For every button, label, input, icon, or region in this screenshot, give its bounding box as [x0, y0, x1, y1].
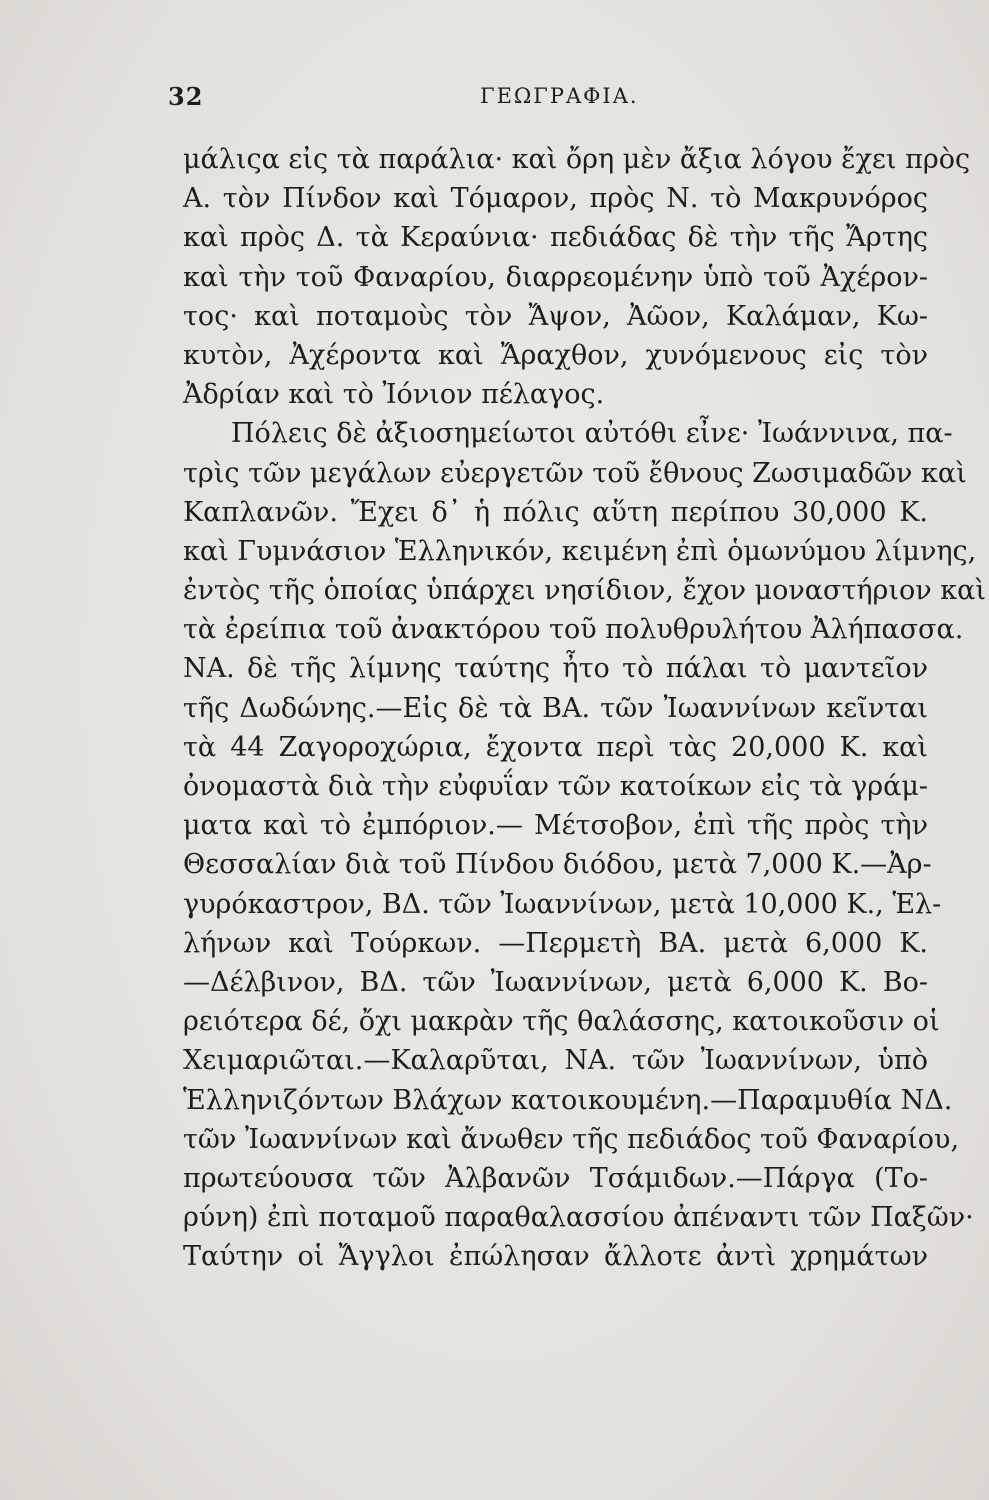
text-line: τος· καὶ ποταμοὺς τὸν Ἄψον, Ἀῶον, Καλάμαν, Κω- — [183, 300, 928, 332]
text-line: λήνων καὶ Τούρκων. —Περμετὴ ΒΑ. μετὰ 6,000 Κ. — [183, 927, 928, 959]
text-line: Καπλανῶν. Ἔχει δ᾽ ἡ πόλις αὕτη περίπου 30,000 Κ. — [183, 496, 928, 528]
page-header — [168, 82, 928, 118]
text-line: —Δέλβινον, ΒΔ. τῶν Ἰωαννίνων, μετὰ 6,000 Κ. Βο- — [183, 966, 928, 998]
text-line: ΝΑ. δὲ τῆς λίμνης ταύτης ἦτο τὸ πάλαι τὸ μαντεῖον — [183, 653, 928, 685]
text-line: τῆς Δωδώνης.—Εἰς δὲ τὰ ΒΑ. τῶν Ἰωαννίνων κεῖνται — [183, 692, 928, 724]
text-line: γυρόκαστρον, ΒΔ. τῶν Ἰωαννίνων, μετὰ 10,000 Κ., Ἑλ- — [183, 888, 942, 920]
text-line: τὰ ἐρείπια τοῦ ἀνακτόρου τοῦ πολυθρυλήτου Ἀλήπασσα. — [183, 614, 964, 646]
text-line: Ταύτην οἱ Ἄγγλοι ἐπώλησαν ἄλλοτε ἀντὶ χρημάτων — [183, 1241, 928, 1273]
text-line: Ἑλληνιζόντων Βλάχων κατοικουμένη.—Παραμυθία ΝΔ. — [183, 1084, 953, 1116]
text-line: τρὶς τῶν μεγάλων εὐεργετῶν τοῦ ἔθνους Ζωσιμαδῶν καὶ — [183, 457, 967, 489]
body-text — [183, 140, 986, 1276]
running-head: ΓΕΩΓΡΑΦΙΑ. — [480, 84, 639, 108]
text-line: τῶν Ἰωαννίνων καὶ ἄνωθεν τῆς πεδιάδος τοῦ Φαναρίου, — [183, 1123, 960, 1155]
text-line: Πόλεις δὲ ἀξιοσημείωτοι αὐτόθι εἶνε· Ἰωάννινα, πα- — [231, 418, 953, 450]
text-line: τὰ 44 Ζαγοροχώρια, ἔχοντα περὶ τὰς 20,000 Κ. καὶ — [183, 731, 928, 763]
text-line: ρύνη) ἐπὶ ποταμοῦ παραθαλασσίου ἀπέναντι τῶν Παξῶν· — [183, 1202, 974, 1234]
text-line: καὶ πρὸς Δ. τὰ Κεραύνια· πεδιάδας δὲ τὴν τῆς Ἄρτης — [183, 222, 928, 254]
text-line: ρειότερα δέ, ὄχι μακρὰν τῆς θαλάσσης, κατοικοῦσιν οἱ — [183, 1006, 940, 1038]
text-line: πρωτεύουσα τῶν Ἀλβανῶν Τσάμιδων.—Πάργα (Το- — [183, 1162, 928, 1194]
page-number: 32 — [168, 82, 204, 111]
text-line: ὀνομαστὰ διὰ τὴν εὐφυΐαν τῶν κατοίκων εἰς τὰ γράμ- — [183, 771, 928, 802]
text-line: Α. τὸν Πίνδον καὶ Τόμαρον, πρὸς Ν. τὸ Μακρυνόρος — [183, 183, 928, 215]
text-line: Θεσσαλίαν διὰ τοῦ Πίνδου διόδου, μετὰ 7,000 Κ.—Ἀρ- — [183, 849, 932, 881]
text-line: κυτὸν, Ἀχέροντα καὶ Ἄραχθον, χυνόμενους εἰς τὸν — [183, 339, 928, 371]
text-line: ματα καὶ τὸ ἐμπόριον.— Μέτσοβον, ἐπὶ τῆς πρὸς τὴν — [183, 810, 928, 842]
text-line: καὶ τὴν τοῦ Φαναρίου, διαρρεομένην ὑπὸ τοῦ Ἀχέρον- — [183, 261, 928, 293]
text-line: Χειμαριῶται.—Καλαρῦται, ΝΑ. τῶν Ἰωαννίνων, ὑπὸ — [183, 1045, 928, 1077]
text-line: μάλιςα εἰς τὰ παράλια· καὶ ὄρη μὲν ἄξια λόγου ἔχει πρὸς — [183, 144, 971, 175]
text-line: καὶ Γυμνάσιον Ἑλληνικόν, κειμένη ἐπὶ ὁμωνύμου λίμνης, — [183, 535, 977, 567]
text-line: ἐντὸς τῆς ὁποίας ὑπάρχει νησίδιον, ἔχον μοναστήριον καὶ — [183, 575, 986, 607]
text-line: Ἀδρίαν καὶ τὸ Ἰόνιον πέλαγος. — [183, 379, 605, 411]
